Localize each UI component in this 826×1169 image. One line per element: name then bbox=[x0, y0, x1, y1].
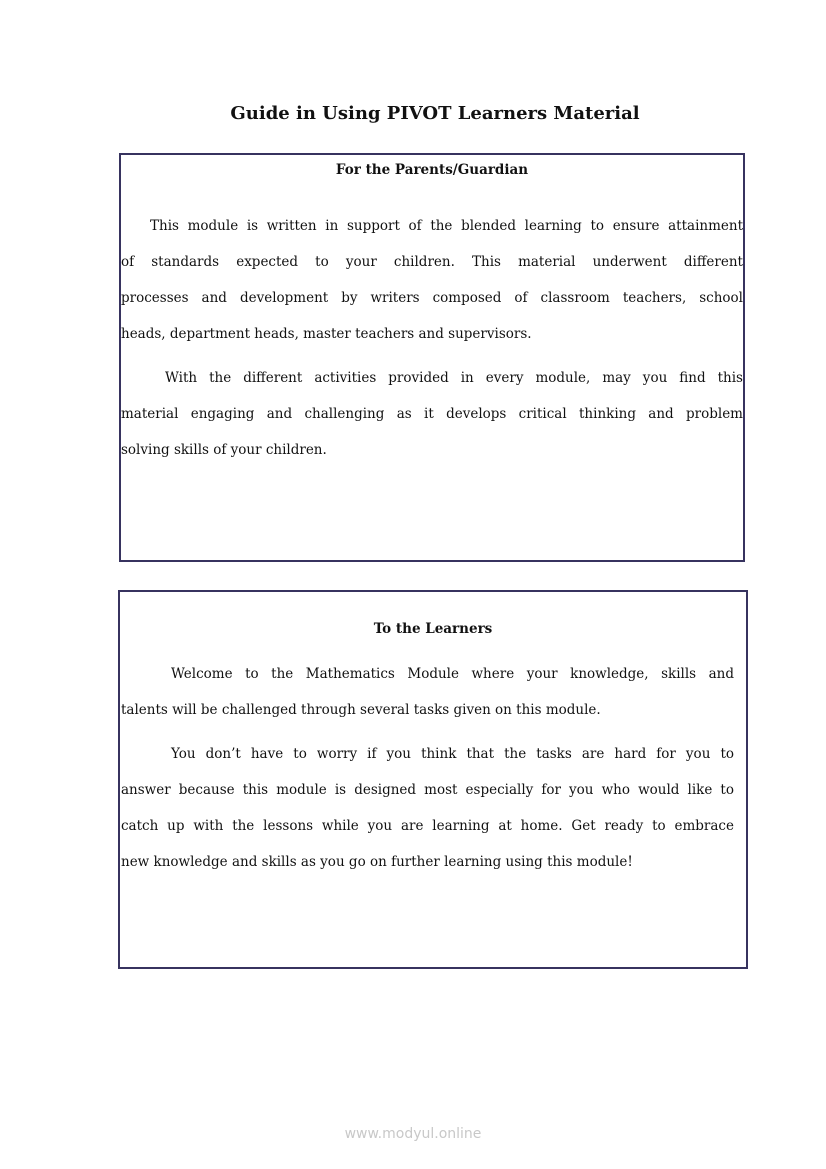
paragraph-line: With the different activities provided in every module, may you find this bbox=[165, 370, 743, 386]
paragraph-line: Welcome to the Mathematics Module where your knowledge, skills and bbox=[171, 666, 734, 682]
paragraph-line: You don’t have to worry if you think that the tasks are hard for you to bbox=[171, 746, 734, 762]
learners-box bbox=[118, 590, 748, 969]
parents-heading: For the Parents/Guardian bbox=[335, 162, 529, 178]
paragraph-line: material engaging and challenging as it develops critical thinking and problem bbox=[121, 406, 743, 422]
paragraph-line: heads, department heads, master teachers and supervisors. bbox=[121, 326, 532, 342]
paragraph-line: new knowledge and skills as you go on further learning using this module! bbox=[121, 854, 633, 870]
paragraph-line: catch up with the lessons while you are learning at home. Get ready to embrace bbox=[121, 818, 734, 834]
paragraph-line: processes and development by writers composed of classroom teachers, school bbox=[121, 290, 743, 306]
watermark: www.modyul.online bbox=[344, 1126, 482, 1142]
parents-guardian-box bbox=[119, 153, 745, 562]
paragraph-line: of standards expected to your children. This material underwent different bbox=[121, 254, 743, 270]
paragraph-line: answer because this module is designed most especially for you who would like to bbox=[121, 782, 734, 798]
paragraph-line: This module is written in support of the blended learning to ensure attainment bbox=[150, 218, 743, 234]
learners-heading: To the Learners bbox=[373, 621, 493, 637]
page-title: Guide in Using PIVOT Learners Material bbox=[230, 103, 640, 124]
paragraph-line: talents will be challenged through several tasks given on this module. bbox=[121, 702, 601, 718]
paragraph-line: solving skills of your children. bbox=[121, 442, 327, 458]
